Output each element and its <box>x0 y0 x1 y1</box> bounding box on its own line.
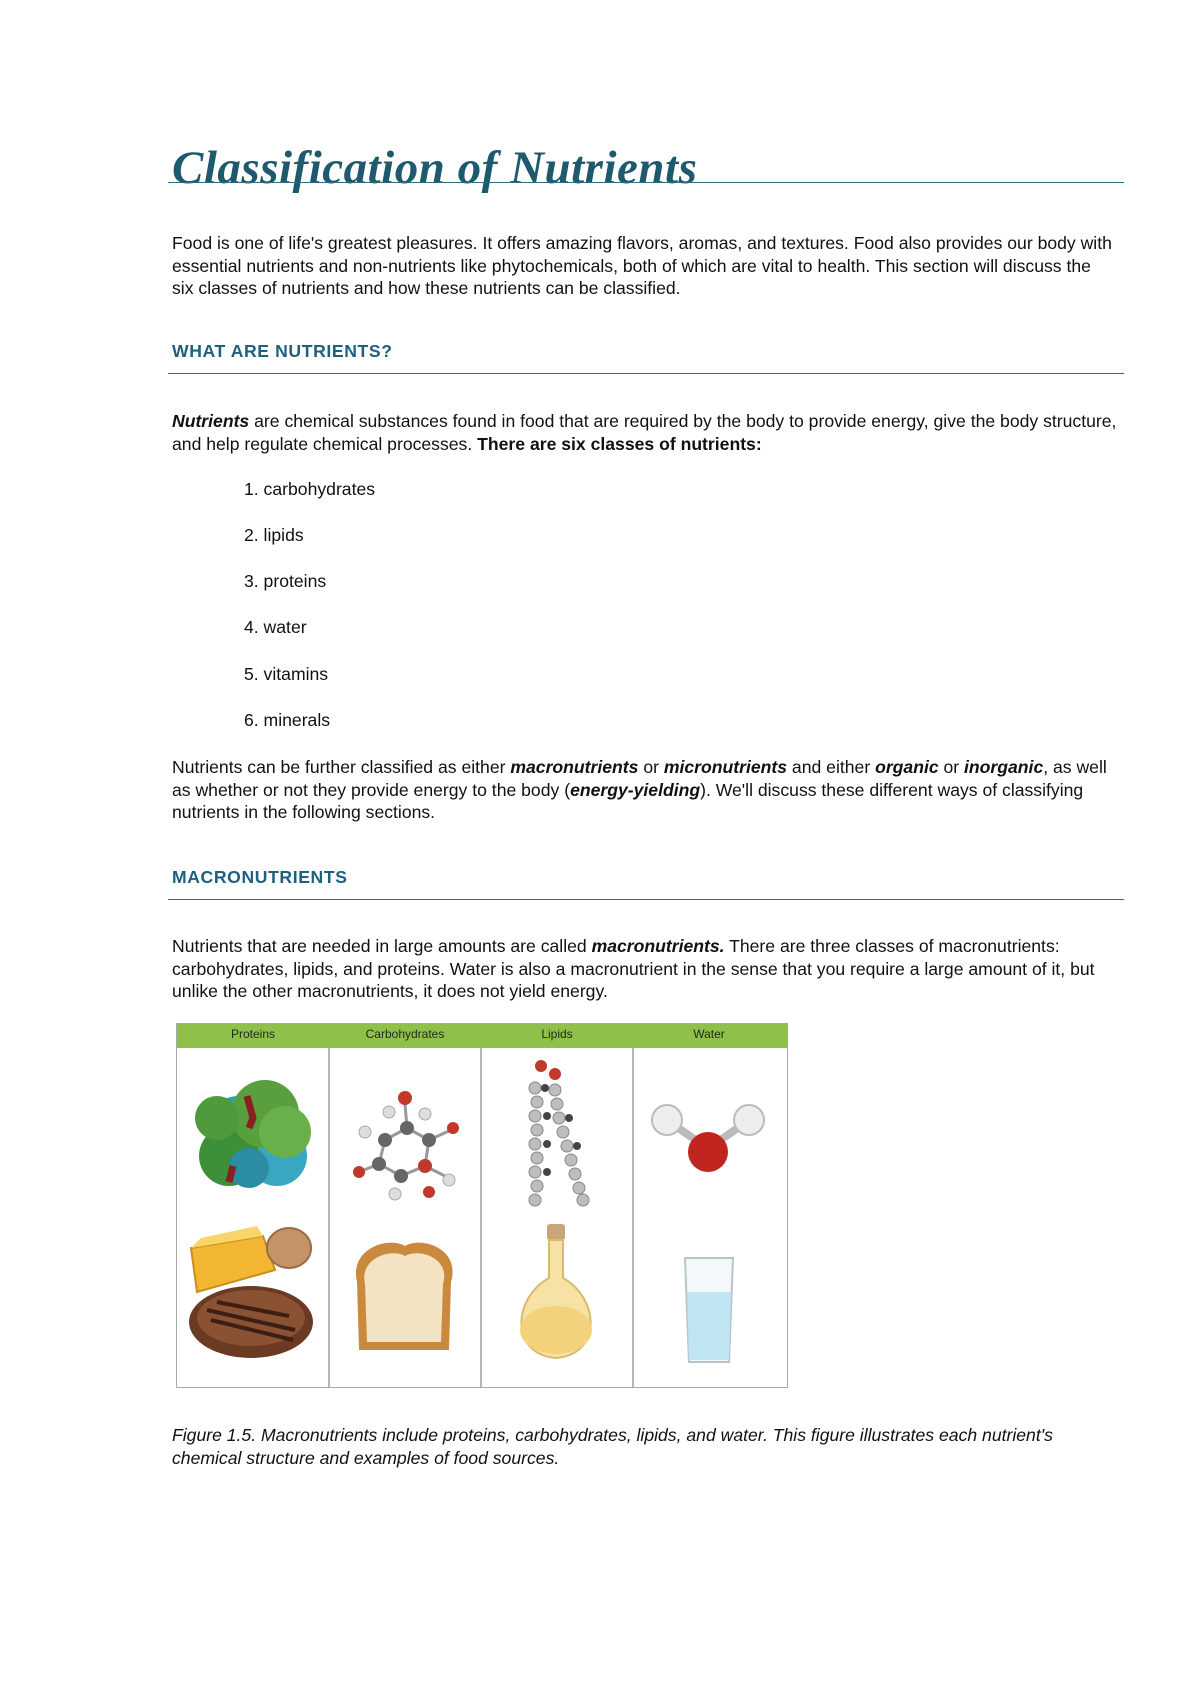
water-glass-illustration <box>633 1218 783 1384</box>
list-item: 6. minerals <box>244 710 331 730</box>
macronutrients-paragraph <box>172 935 1117 1003</box>
term-energy-yielding: energy-yielding <box>570 779 701 800</box>
bread-slice-illustration <box>329 1218 479 1384</box>
text-run: Nutrients can be further classified as either <box>172 757 511 777</box>
text-run: Nutrients that are needed in large amounts are called <box>172 936 592 956</box>
text-run: or <box>638 757 664 777</box>
text-run: There are three classes of macronutrients: carbohydrates, lipids, and proteins. Water is also a macronutrient in the sense that you require a large amount of it, but unlike the other macronutrients, it does not yield energy. <box>172 936 1095 1001</box>
term-organic: organic <box>875 757 939 777</box>
six-classes-statement: There are six classes of nutrients: <box>477 433 762 454</box>
term-nutrients: Nutrients <box>172 411 250 431</box>
page-title: Classification of Nutrients <box>172 142 698 195</box>
list-item: 3. proteins <box>244 571 327 591</box>
oil-carafe-illustration <box>481 1218 631 1384</box>
term-macronutrients: macronutrients. <box>591 936 725 956</box>
list-item: 1. carbohydrates <box>244 479 376 499</box>
protein-food-illustration <box>177 1218 327 1384</box>
figure-caption: Figure 1.5. Macronutrients include proteins, carbohydrates, lipids, and water. This figure illustrates each nutrient's chemical structure and examples of food sources. <box>172 1425 1053 1468</box>
title-rule <box>168 182 1124 183</box>
term-micronutrients: micronutrients <box>663 757 788 777</box>
protein-molecule-illustration <box>177 1048 327 1218</box>
term-macronutrients: macronutrients <box>510 757 639 777</box>
text-run: and either <box>787 757 876 777</box>
column-label-lipids: Lipids <box>541 1027 573 1041</box>
column-label-proteins: Proteins <box>230 1027 276 1041</box>
section-rule <box>168 899 1124 900</box>
text-run: or <box>938 757 965 777</box>
classification-paragraph <box>172 756 1117 824</box>
column-label-water: Water <box>693 1027 725 1041</box>
intro-paragraph: Food is one of life's greatest pleasures. It offers amazing flavors, aromas, and textures. Food also provides our body with essential nutrients and non-nutrients like phytochemicals, both of which are vital to health. This section will discuss the six classes of nutrients and how these nutrients can be classified. <box>172 233 1112 298</box>
column-label-carbohydrates: Carbohydrates <box>365 1027 445 1041</box>
section-rule <box>168 373 1124 374</box>
section-heading-what-are-nutrients: WHAT ARE NUTRIENTS? <box>172 341 393 361</box>
list-item: 4. water <box>244 617 307 637</box>
macronutrients-figure <box>176 1023 788 1388</box>
text-run: ). We'll discuss these different ways of classifying nutrients in the following sections. <box>172 779 1084 822</box>
nutrients-definition-paragraph <box>172 410 1117 455</box>
list-item: 2. lipids <box>244 525 304 545</box>
lipid-molecule-illustration <box>481 1048 631 1218</box>
carbohydrate-molecule-illustration <box>329 1048 479 1218</box>
list-item: 5. vitamins <box>244 664 329 684</box>
text-run: , as well as whether or not they provide energy to the body ( <box>172 757 1107 800</box>
term-inorganic: inorganic <box>964 757 1044 777</box>
water-molecule-illustration <box>633 1048 783 1218</box>
section-heading-macronutrients: MACRONUTRIENTS <box>172 867 348 887</box>
definition-text: are chemical substances found in food that are required by the body to provide energy, give the body structure, and help regulate chemical processes. <box>172 411 1117 454</box>
